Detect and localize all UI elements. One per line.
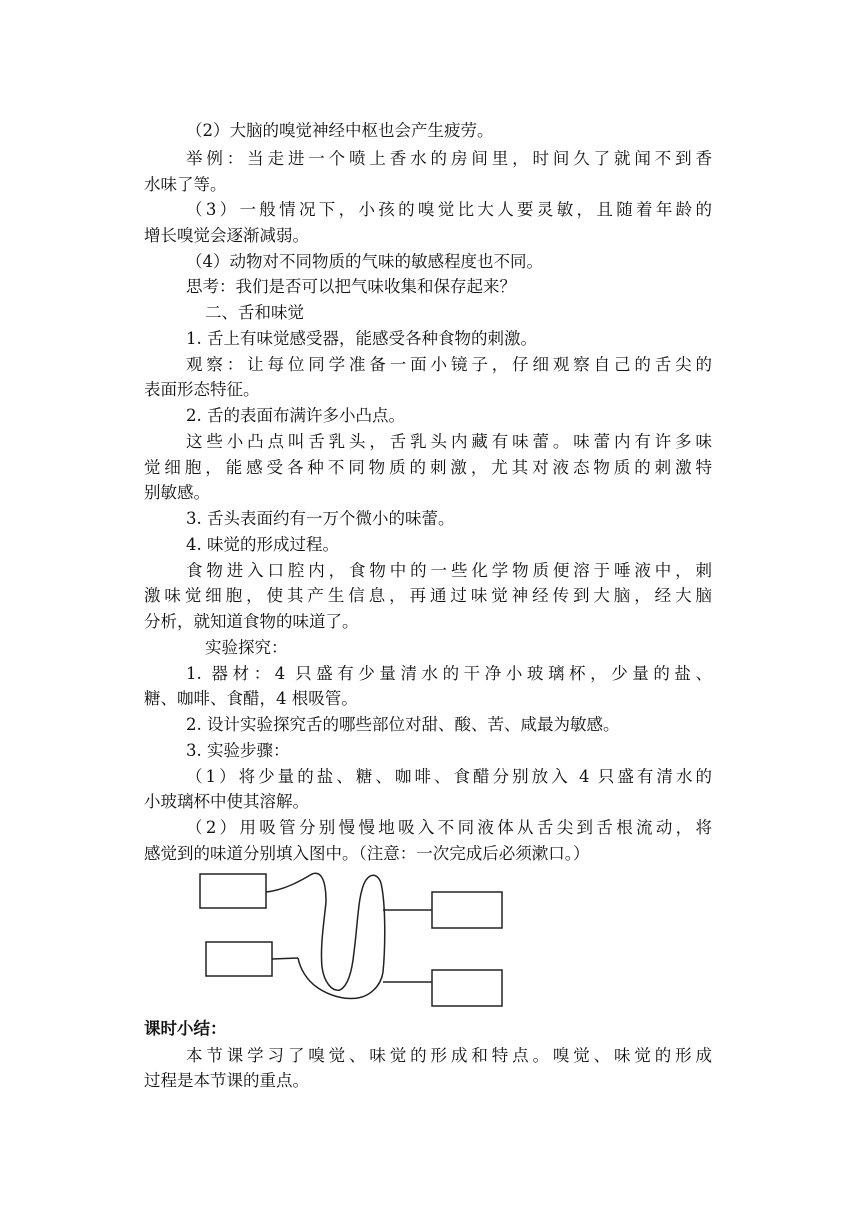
text-line: 糖、咖啡、食醋，4 根吸管。 xyxy=(144,689,358,708)
text-line: 1. 舌上有味觉感受器，能感受各种食物的刺激。 xyxy=(186,329,537,348)
answer-box-top-right xyxy=(432,892,502,928)
text-line: 思考：我们是否可以把气味收集和保存起来？ xyxy=(186,277,516,296)
text-line: 2. 舌的表面布满许多小凸点。 xyxy=(186,406,405,425)
text-line: 觉细胞，能感受各种不同物质的刺激，尤其对液态物质的刺激特 xyxy=(144,458,712,477)
text-line: 激味觉细胞，使其产生信息，再通过味觉神经传到大脑，经大脑 xyxy=(144,586,712,605)
text-line: 增长嗅觉会逐渐减弱。 xyxy=(144,226,309,245)
text-line: 3. 舌头表面约有一万个微小的味蕾。 xyxy=(186,509,455,528)
text-line: 水味了等。 xyxy=(144,175,227,194)
text-line: （2）大脑的嗅觉神经中枢也会产生疲劳。 xyxy=(186,121,494,140)
text-line: 观察：让每位同学准备一面小镜子，仔细观察自己的舌尖的 xyxy=(186,355,712,374)
text-line: （2）用吸管分别慢慢地吸入不同液体从舌尖到舌根流动，将 xyxy=(186,818,712,837)
answer-box-bottom-left xyxy=(206,942,272,976)
text-line: （3）一般情况下，小孩的嗅觉比大人要灵敏，且随着年龄的 xyxy=(186,200,712,219)
summary-line: 本节课学习了嗅觉、味觉的形成和特点。嗅觉、味觉的形成 xyxy=(186,1046,712,1065)
answer-box-top-left xyxy=(200,874,266,908)
summary-heading: 课时小结： xyxy=(144,1019,227,1038)
text-line: 2. 设计实验探究舌的哪些部位对甜、酸、苦、咸最为敏感。 xyxy=(186,715,620,734)
text-line: 举例：当走进一个喷上香水的房间里，时间久了就闻不到香 xyxy=(186,149,712,168)
tongue-taste-diagram xyxy=(190,862,512,1014)
text-line: 食物进入口腔内，食物中的一些化学物质便溶于唾液中，刺 xyxy=(186,561,712,580)
text-line: 感觉到的味道分别填入图中。（注意：一次完成后必须漱口。） xyxy=(144,844,590,863)
text-line: 分析，就知道食物的味道了。 xyxy=(144,612,359,631)
text-line: （1）将少量的盐、糖、咖啡、食醋分别放入 4 只盛有清水的 xyxy=(186,767,712,786)
section-heading: 实验探究： xyxy=(205,638,288,657)
text-line: 4. 味觉的形成过程。 xyxy=(186,535,339,554)
text-line: 表面形态特征。 xyxy=(144,380,260,399)
text-line: 3. 实验步骤： xyxy=(186,741,290,760)
text-line: 别敏感。 xyxy=(144,483,210,502)
answer-box-bottom-right xyxy=(432,970,502,1006)
tongue-outline xyxy=(266,873,385,998)
section-heading: 二、舌和味觉 xyxy=(205,303,304,322)
connector-line xyxy=(272,958,298,959)
text-line: （4）动物对不同物质的气味的敏感程度也不同。 xyxy=(186,252,543,271)
text-line: 这些小凸点叫舌乳头，舌乳头内藏有味蕾。味蕾内有许多味 xyxy=(186,432,712,451)
text-line: 小玻璃杯中使其溶解。 xyxy=(144,792,309,811)
text-line: 1. 器材：4 只盛有少量清水的干净小玻璃杯，少量的盐、 xyxy=(186,664,712,683)
summary-line: 过程是本节课的重点。 xyxy=(144,1071,309,1090)
